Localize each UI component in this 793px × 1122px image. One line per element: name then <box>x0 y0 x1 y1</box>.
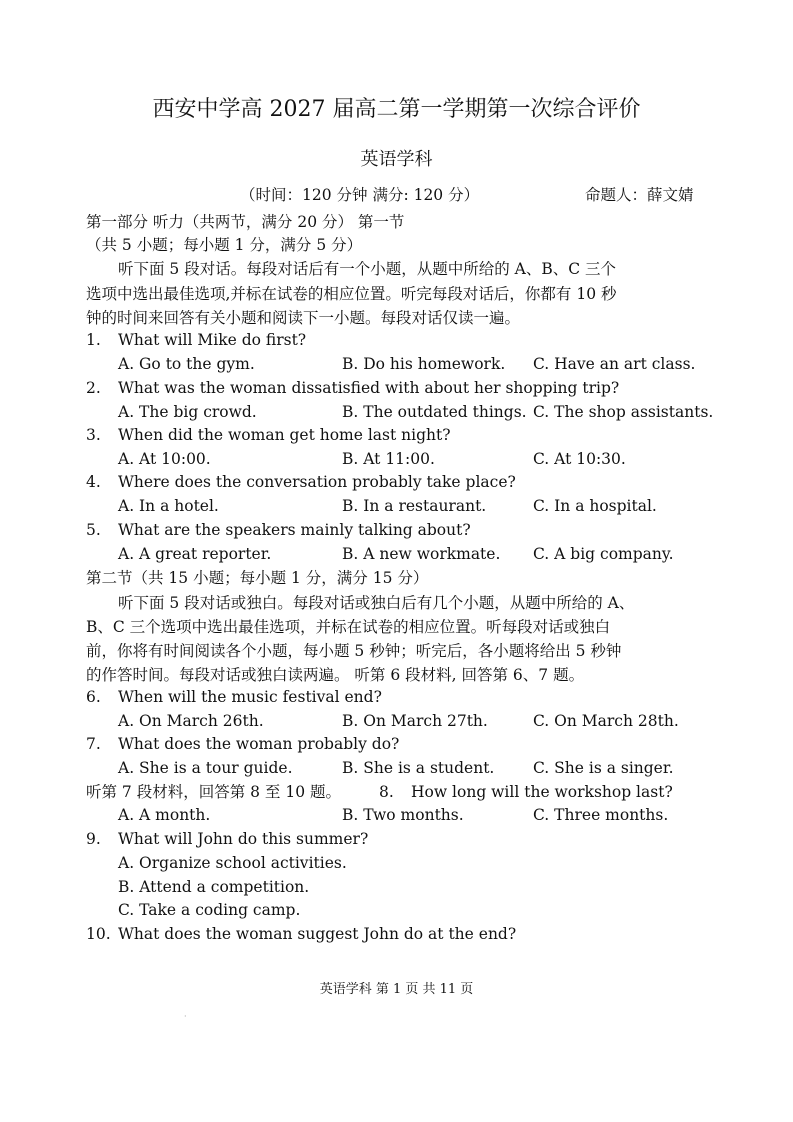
option-c: C. Three months. <box>533 806 669 824</box>
question-number: 1. <box>86 331 101 349</box>
question-number: 5. <box>86 521 101 539</box>
option-b: B. On March 27th. <box>342 712 488 730</box>
section2-heading: 第二节（共 15 小题；每小题 1 分，满分 15 分） <box>86 569 429 587</box>
option-c: C. Have an art class. <box>533 355 696 373</box>
option-c: C. A big company. <box>533 545 674 563</box>
question-text: What does the woman probably do? <box>118 735 400 753</box>
option-c: C. On March 28th. <box>533 712 679 730</box>
option-c: C. She is a singer. <box>533 759 674 777</box>
option-b: B. In a restaurant. <box>342 497 487 515</box>
scan-artifact: · <box>184 1012 187 1021</box>
option-b: B. The outdated things. <box>342 403 527 421</box>
option-a: A. A great reporter. <box>118 545 272 563</box>
exam-author: 命题人：薛文婧 <box>585 186 694 204</box>
question-number: 10. <box>86 925 111 943</box>
option-a: A. A month. <box>118 806 211 824</box>
question-number: 2. <box>86 379 101 397</box>
question-text: What are the speakers mainly talking about? <box>118 521 471 539</box>
question-number: 9. <box>86 830 101 848</box>
section2-instruction-line: 的作答时间。每段对话或独白读两遍。 听第 6 段材料, 回答第 6、7 题。 <box>86 666 585 684</box>
question-text: What does the woman suggest John do at the end? <box>118 925 517 943</box>
question-text: What was the woman dissatisfied with about her shopping trip? <box>118 379 620 397</box>
material-7-intro: 听第 7 段材料，回答第 8 至 10 题。 <box>86 783 342 801</box>
question-text: How long will the workshop last? <box>411 783 673 801</box>
option-a: A. On March 26th. <box>118 712 264 730</box>
question-text: What will Mike do first? <box>118 331 307 349</box>
page-footer: 英语学科 第 1 页 共 11 页 <box>319 982 474 997</box>
option-b: B. Do his homework. <box>342 355 506 373</box>
question-text: When did the woman get home last night? <box>118 426 451 444</box>
option-b: B. A new workmate. <box>342 545 501 563</box>
option-b: B. Attend a competition. <box>118 878 310 896</box>
part1-subheading: （共 5 小题；每小题 1 分，满分 5 分） <box>86 236 363 254</box>
option-a: A. At 10:00. <box>118 450 211 468</box>
option-b: B. At 11:00. <box>342 450 435 468</box>
option-a: A. She is a tour guide. <box>118 759 293 777</box>
option-c: C. At 10:30. <box>533 450 626 468</box>
option-a: A. Go to the gym. <box>118 355 255 373</box>
option-a: A. Organize school activities. <box>118 854 347 872</box>
part1-heading: 第一部分 听力（共两节，满分 20 分） 第一节 <box>86 213 405 231</box>
question-text: What will John do this summer? <box>118 830 369 848</box>
part1-instruction-line: 选项中选出最佳选项,并标在试卷的相应位置。听完每段对话后，你都有 10 秒 <box>86 285 617 303</box>
question-number: 4. <box>86 473 101 491</box>
section2-instruction-line: B、C 三个选项中选出最佳选项，并标在试卷的相应位置。听每段对话或独白 <box>86 618 611 636</box>
option-a: A. The big crowd. <box>118 403 257 421</box>
question-number: 3. <box>86 426 101 444</box>
question-text: Where does the conversation probably take place? <box>118 473 516 491</box>
option-c: C. Take a coding camp. <box>118 901 301 919</box>
option-c: C. The shop assistants. <box>533 403 714 421</box>
subject-title: 英语学科 <box>360 149 433 170</box>
option-c: C. In a hospital. <box>533 497 657 515</box>
question-number: 8. <box>379 783 394 801</box>
part1-instruction-line: 听下面 5 段对话。每段对话后有一个小题，从题中所给的 A、B、C 三个 <box>118 260 617 278</box>
option-b: B. She is a student. <box>342 759 495 777</box>
question-number: 7. <box>86 735 101 753</box>
option-a: A. In a hotel. <box>118 497 219 515</box>
question-text: When will the music festival end? <box>118 688 382 706</box>
question-number: 6. <box>86 688 101 706</box>
exam-time-info: （时间：120 分钟 满分: 120 分） <box>240 186 480 204</box>
page-title: 西安中学高 2027 届高二第一学期第一次综合评价 <box>152 97 641 122</box>
part1-instruction-line: 钟的时间来回答有关小题和阅读下一小题。每段对话仅读一遍。 <box>86 309 521 327</box>
option-b: B. Two months. <box>342 806 464 824</box>
section2-instruction-line: 听下面 5 段对话或独白。每段对话或独白后有几个小题，从题中所给的 A、 <box>118 594 635 612</box>
section2-instruction-line: 前，你将有时间阅读各个小题，每小题 5 秒钟；听完后，各小题将给出 5 秒钟 <box>86 642 622 660</box>
